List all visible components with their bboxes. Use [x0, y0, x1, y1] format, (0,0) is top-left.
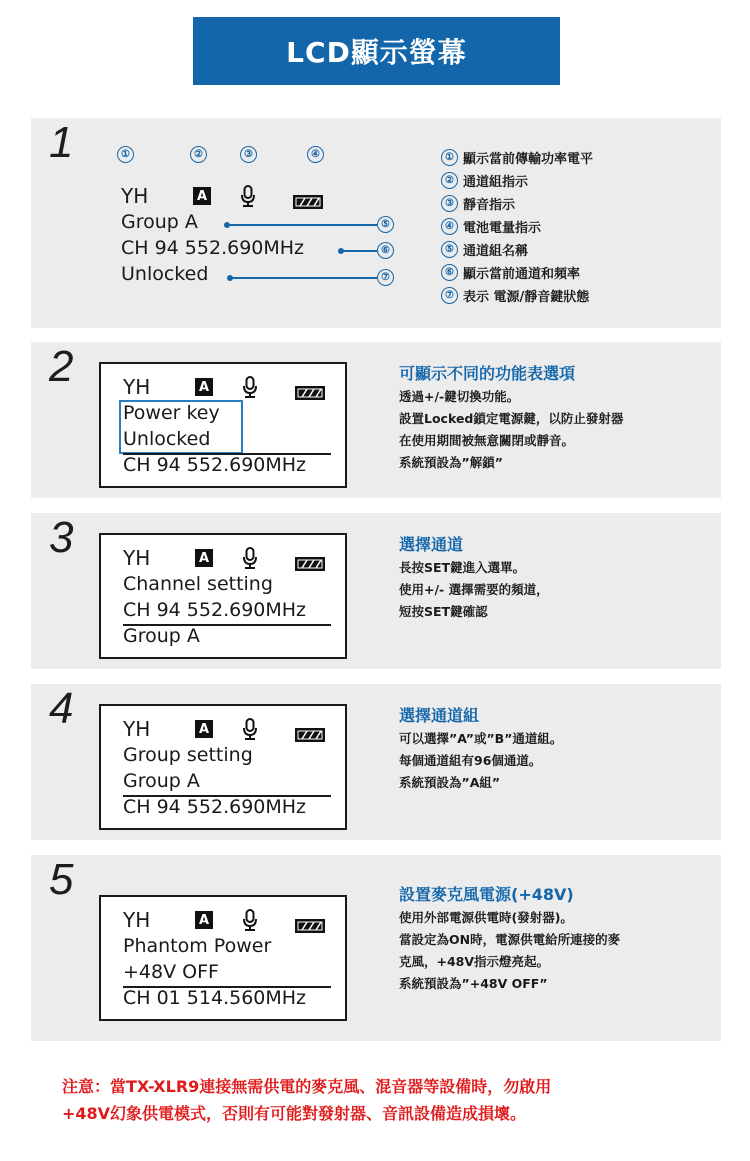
legend-item [441, 169, 593, 192]
lcd-line-1: Group A [121, 211, 198, 233]
description-line: 系統預設為”A組” [399, 775, 501, 790]
battery-full-icon [295, 380, 325, 406]
step-number: 4 [49, 684, 74, 733]
section-description [399, 883, 620, 995]
lcd-status-icons [121, 183, 331, 209]
warning-line: 注意：當TX-XLR9連接無需供電的麥克風、混音器等設備時，勿啟用 [62, 1077, 552, 1096]
microphone-icon [243, 716, 257, 742]
description-line: 克風，+48V指示燈亮起。 [399, 954, 550, 969]
callout-7: ⑦ [377, 269, 394, 286]
callout-5: ⑤ [377, 216, 394, 233]
legend-item [441, 215, 593, 238]
legend-text: 靜音指示 [463, 198, 516, 213]
legend-item [441, 261, 593, 284]
page-title: LCD顯示螢幕 [193, 17, 560, 85]
microphone-icon [243, 907, 257, 933]
legend-text: 表示 電源/靜音鍵狀態 [463, 290, 590, 305]
description-line: 使用+/- 選擇需要的頻道， [399, 582, 549, 597]
callout-1: ① [117, 146, 134, 163]
lcd-line-3: CH 94 552.690MHz [123, 796, 307, 818]
lcd-screen [99, 173, 347, 299]
leader-line-6 [341, 250, 377, 252]
lcd-screen [99, 362, 347, 488]
description-title: 設置麥克風電源(+48V) [399, 885, 574, 904]
description-title: 選擇通道 [399, 535, 464, 554]
lcd-line-2: Group A [123, 770, 200, 792]
antenna-signal-icon: ΥH [123, 717, 151, 741]
description-line: 系統預設為”+48V OFF” [399, 976, 548, 991]
antenna-signal-icon: ΥH [123, 908, 151, 932]
lcd-line-1: Phantom Power [123, 935, 272, 957]
lcd-line-2: CH 94 552.690MHz [121, 237, 305, 259]
description-line: 長按SET鍵進入選單。 [399, 560, 526, 575]
step-number: 5 [49, 855, 74, 904]
step-number: 2 [49, 342, 74, 391]
callout-legend [441, 146, 593, 307]
section-description [399, 362, 623, 474]
lcd-screen [99, 704, 347, 830]
legend-item [441, 238, 593, 261]
lcd-status-icons [123, 374, 333, 400]
step-number: 3 [49, 513, 74, 562]
lcd-status-icons [123, 545, 333, 571]
group-indicator-icon: A [193, 187, 211, 205]
legend-text: 電池電量指示 [463, 221, 542, 236]
section-channel-setting [31, 513, 721, 669]
lcd-line-2: CH 94 552.690MHz [123, 599, 307, 621]
legend-text: 顯示當前通道和頻率 [463, 267, 581, 282]
antenna-signal-icon: ΥH [121, 184, 149, 208]
battery-full-icon [295, 913, 325, 939]
lcd-line-3: Unlocked [121, 263, 209, 285]
callout-2: ② [190, 146, 207, 163]
description-line: 透過+/-鍵切換功能。 [399, 389, 520, 404]
description-line: 可以選擇”A”或”B”通道組。 [399, 731, 563, 746]
section-lcd-overview [31, 118, 721, 328]
lcd-line-3: Group A [123, 625, 200, 647]
callout-3: ③ [240, 146, 257, 163]
section-group-setting [31, 684, 721, 840]
group-indicator-icon: A [195, 378, 213, 396]
description-line: 短按SET鍵確認 [399, 604, 488, 619]
lcd-line-1: Power key [123, 402, 220, 424]
step-number: 1 [49, 118, 74, 167]
description-line: 使用外部電源供電時(發射器)。 [399, 910, 573, 925]
leader-line-7 [230, 277, 377, 279]
legend-text: 通道組指示 [463, 175, 529, 190]
lcd-line-1: Group setting [123, 744, 253, 766]
description-line: 當設定為ON時，電源供電給所連接的麥 [399, 932, 621, 947]
description-title: 選擇通道組 [399, 706, 480, 725]
description-line: 在使用期間被無意關閉或靜音。 [399, 433, 575, 448]
callout-6: ⑥ [377, 242, 394, 259]
callout-4: ④ [307, 146, 324, 163]
legend-item [441, 146, 593, 169]
section-power-key [31, 342, 721, 498]
battery-full-icon [295, 551, 325, 577]
lcd-line-3: CH 01 514.560MHz [123, 987, 307, 1009]
group-indicator-icon: A [195, 720, 213, 738]
description-title: 可顯示不同的功能表選項 [399, 364, 576, 383]
battery-full-icon [295, 722, 325, 748]
section-description [399, 704, 562, 794]
microphone-icon [241, 183, 255, 209]
lcd-line-2: +48V OFF [123, 961, 219, 983]
description-line: 系統預設為”解鎖” [399, 455, 503, 470]
lcd-status-icons [123, 716, 333, 742]
antenna-signal-icon: ΥH [123, 375, 151, 399]
legend-num: ④ [441, 218, 458, 235]
antenna-signal-icon: ΥH [123, 546, 151, 570]
lcd-line-2: Unlocked [123, 428, 211, 450]
group-indicator-icon: A [195, 549, 213, 567]
lcd-line-1: Channel setting [123, 573, 273, 595]
description-line: 每個通道組有96個通道。 [399, 753, 542, 768]
lcd-screen [99, 895, 347, 1021]
legend-num: ⑤ [441, 241, 458, 258]
description-line: 設置Locked鎖定電源鍵，以防止發射器 [399, 411, 624, 426]
legend-num: ③ [441, 195, 458, 212]
microphone-icon [243, 374, 257, 400]
section-description [399, 533, 549, 623]
legend-text: 顯示當前傳輸功率電平 [463, 152, 594, 167]
legend-item [441, 192, 593, 215]
leader-line-5 [227, 224, 377, 226]
warning-note [62, 1073, 702, 1127]
lcd-line-3: CH 94 552.690MHz [123, 454, 307, 476]
legend-num: ② [441, 172, 458, 189]
legend-num: ① [441, 149, 458, 166]
battery-full-icon [293, 189, 323, 215]
legend-text: 通道組名稱 [463, 244, 529, 259]
lcd-status-icons [123, 907, 333, 933]
legend-item [441, 284, 593, 307]
microphone-icon [243, 545, 257, 571]
section-phantom-power [31, 855, 721, 1041]
lcd-screen [99, 533, 347, 659]
legend-num: ⑦ [441, 287, 458, 304]
legend-num: ⑥ [441, 264, 458, 281]
group-indicator-icon: A [195, 911, 213, 929]
warning-line: +48V幻象供電模式，否則有可能對發射器、音訊設備造成損壞。 [62, 1104, 527, 1123]
